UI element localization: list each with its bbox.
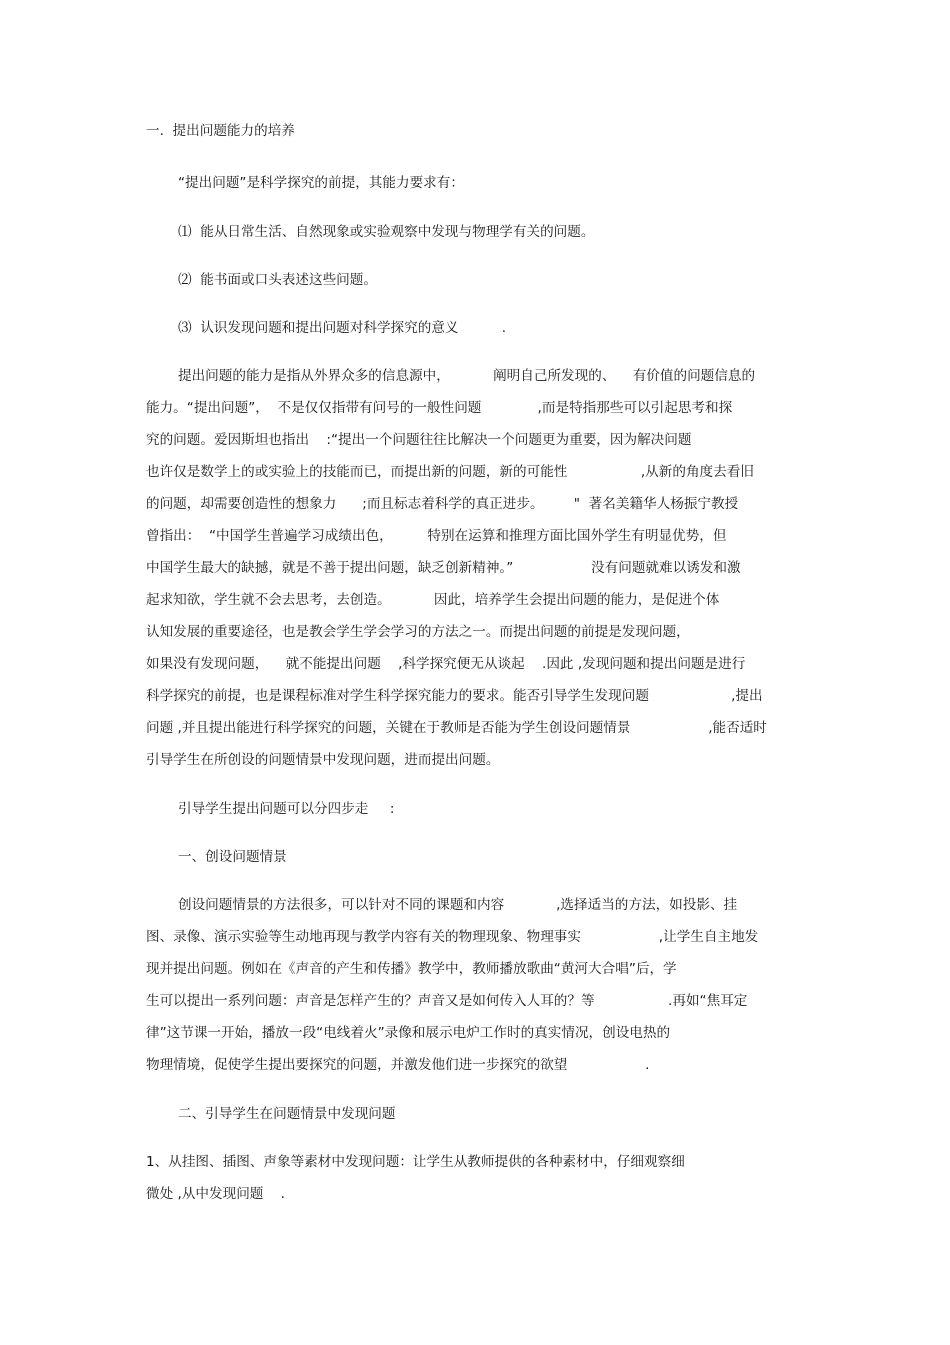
subsection-heading: 一、创设问题情景 (178, 849, 287, 865)
paragraph-line: 引导学生在所创设的问题情景中发现问题，进而提出问题。 (146, 752, 500, 768)
paragraph-line: 中国学生最大的缺撼，就是不善于提出问题，缺乏创新精神。” 没有问题就难以诱发和激 (146, 560, 741, 576)
paragraph-line: 曾指出： “中国学生普遍学习成绩出色， 特别在运算和推理方面比国外学生有明显优势，但 (146, 528, 727, 544)
list-item: ⑴ 能从日常生活、自然现象或实验观察中发现与物理学有关的问题。 (178, 224, 595, 240)
paragraph-line: 起求知欲，学生就不会去思考，去创造。 因此，培养学生会提出问题的能力，是促进个体 (146, 592, 720, 608)
subsection-heading: 二、引导学生在问题情景中发现问题 (178, 1106, 396, 1122)
paragraph-line: 现并提出问题。例如在《声音的产生和传播》教学中，教师播放歌曲“黄河大合唱”后，学 (146, 961, 677, 977)
paragraph-line: 科学探究的前提，也是课程标准对学生科学探究能力的要求。能否引导学生发现问题 ,提出 (146, 688, 763, 704)
paragraph-line: “提出问题”是科学探究的前提，其能力要求有： (178, 175, 464, 191)
paragraph-line: 提出问题的能力是指从外界众多的信息源中， 阐明自己所发现的、 有价值的问题信息的 (178, 368, 756, 384)
list-item: ⑶ 认识发现问题和提出问题对科学探究的意义 . (178, 320, 507, 336)
paragraph-line: 能力。“提出问题”， 不是仅仅指带有问号的一般性问题 ,而是特指那些可以引起思考和探 (146, 400, 733, 416)
paragraph-line: 微处 ,从中发现问题 . (146, 1186, 285, 1202)
paragraph-line: 的问题，却需要创造性的想象力 ;而且标志着科学的真正进步。 " 著名美籍华人杨振宁教授 (146, 496, 739, 512)
paragraph-line: 律”这节课一开始，播放一段“电线着火”录像和展示电炉工作时的真实情况，创设电热的 (146, 1025, 671, 1041)
section-heading: 一. 提出问题能力的培养 (146, 123, 295, 139)
paragraph-line: 如果没有发现问题， 就不能提出问题 ,科学探究便无从谈起 .因此 ,发现问题和提出问题是进行 (146, 656, 746, 672)
paragraph-line: 图、录像、演示实验等生动地再现与教学内容有关的物理现象、物理事实 ,让学生自主地发 (146, 929, 759, 945)
paragraph-line: 认知发展的重要途径，也是教会学生学会学习的方法之一。而提出问题的前提是发现问题， (146, 624, 690, 640)
paragraph-line: 1、从挂图、插图、声象等素材中发现问题：让学生从教师提供的各种素材中，仔细观察细 (146, 1154, 685, 1170)
paragraph-line: 问题 ,并且提出能进行科学探究的问题，关键在于教师是否能为学生创设问题情景 ,能否适时 (146, 720, 767, 736)
paragraph-line: 物理情境，促使学生提出要探究的问题，并激发他们进一步探究的欲望 . (146, 1057, 650, 1073)
paragraph-line: 究的问题。爱因斯坦也指出 :“提出一个问题往往比解决一个问题更为重要，因为解决问题 (146, 432, 692, 448)
paragraph-line: 生可以提出一系列问题：声音是怎样产生的？声音又是如何传入人耳的？等 .再如“焦耳定 (146, 993, 748, 1009)
paragraph-line: 创设问题情景的方法很多，可以针对不同的课题和内容 ,选择适当的方法，如投影、挂 (178, 897, 738, 913)
paragraph-line: 引导学生提出问题可以分四步走 : (178, 801, 395, 817)
paragraph-line: 也许仅是数学上的或实验上的技能而已，而提出新的问题，新的可能性 ,从新的角度去看旧 (146, 464, 754, 480)
list-item: ⑵ 能书面或口头表述这些问题。 (178, 272, 377, 288)
